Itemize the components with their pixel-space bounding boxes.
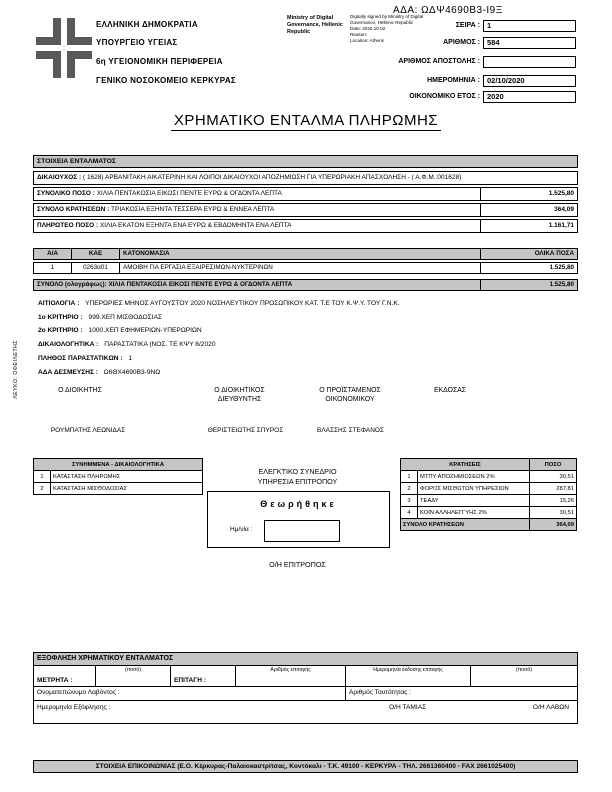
deductions-table [400, 458, 577, 531]
cheque-amount-caption: (ποσό) [516, 667, 532, 673]
field-value-series: 1 [483, 20, 576, 32]
supporting-docs-label: ΔΙΚΑΙΟΛΟΓΗΤΙΚΑ : [38, 341, 99, 348]
deduction-name: ΚΟΙΝ ΑΛΛΗΛΕΓΓΥΗΣ 2% [418, 507, 530, 519]
org-line-hospital: ΓΕΝΙΚΟ ΝΟΣΟΚΟΜΕΙΟ ΚΕΡΚΥΡΑΣ [96, 76, 237, 85]
attachments-header: ΣΥΝΗΜΜΕΝΑ - ΔΙΚΑΙΟΛΟΓΗΤΙΚΑ [34, 459, 203, 471]
kae-table-row [33, 262, 578, 274]
deduction-row [401, 495, 577, 507]
signature-title-line: ΟΙΚΟΝΟΜΙΚΟΥ [325, 396, 375, 404]
field-label-dispatch-number: ΑΡΙΘΜΟΣ ΑΠΟΣΤΟΛΗΣ : [398, 58, 480, 65]
signature-title-commander: Ο ΔΙΟΙΚΗΤΗΣ [58, 387, 102, 394]
field-value-date: 02/10/2020 [483, 75, 576, 87]
criterion2-label: 2ο ΚΡΙΤΗΡΙΟ : [38, 327, 83, 334]
field-value-fiscal-year: 2020 [483, 91, 576, 103]
cheque-number-cell [236, 666, 346, 686]
deductions-total-label: ΣΥΝΟΛΟ ΚΡΑΤΗΣΕΩΝ : [37, 206, 110, 213]
signature-detail-line: Location: Athens [350, 37, 384, 43]
supporting-docs-line [38, 341, 215, 348]
commitment-ada-label: ΑΔΑ ΔΕΣΜΕΥΣΗΣ : [38, 369, 98, 376]
attachment-number: 2 [34, 483, 51, 495]
deduction-row [401, 471, 577, 483]
court-title: ΕΛΕΓΚΤΙΚΟ ΣΥΝΕΔΡΙΟ [258, 467, 337, 476]
deduction-name: ΜΤΠΥ ΑΠΟΖΗΜΙΩΣΕΩΝ 2% [418, 471, 530, 483]
contact-footer: ΣΤΟΙΧΕΙΑ ΕΠΙΚΟΙΝΩΝΙΑΣ (Ε.Ο. Κέρκυρας-Παλαιοκαστρίτσας, Κοντόκαλι - Τ.Κ. 49100 - ΚΕΡΚΥΡΑ - ΤΗΛ. 2661360400 - FAX 2661025400) [33, 760, 578, 773]
court-signer: Ο/Η ΕΠΙΤΡΟΠΟΣ [269, 560, 326, 569]
deduction-amount: 287,81 [530, 483, 577, 495]
docs-count-value: 1 [128, 355, 133, 362]
deduction-number: 1 [401, 471, 418, 483]
beneficiary-label: ΔΙΚΑΙΟΥΧΟΣ : [37, 174, 82, 181]
approved-stamp: Θεωρήθηκε [260, 499, 337, 509]
section-entalma-header: ΣΤΟΙΧΕΙΑ ΕΝΤΑΛΜΑΤΟΣ [33, 155, 578, 168]
cash-cell [34, 666, 96, 686]
signature-name-admin-director: ΘΕΡΙΣΤΕΙΩΤΗΣ ΣΠΥΡΟΣ [207, 427, 284, 434]
field-label-fiscal-year: ΟΙΚΟΝΟΜΙΚΟ ΕΤΟΣ : [409, 93, 480, 100]
deduction-amount: 30,51 [530, 507, 577, 519]
cheque-number-caption: Αριθμός επιταγής [270, 667, 311, 673]
kae-total-amount: 1.525,80 [480, 280, 577, 290]
aitiologia-line [38, 300, 400, 307]
signature-title-issuer: ΕΚΔΟΣΑΣ [433, 387, 467, 394]
cheque-date-cell [346, 666, 471, 686]
org-line-ministry: ΥΠΟΥΡΓΕΙΟ ΥΓΕΙΑΣ [96, 38, 178, 47]
deductions-col-name: ΚΡΑΤΗΣΕΙΣ [401, 459, 530, 471]
deductions-total-value: 364,09 [480, 204, 577, 216]
deduction-name: ΦΟΡΟΣ ΜΙΣΘΩΤΩΝ ΥΠΗΡΕΣΙΩΝ [418, 483, 530, 495]
payable-amount-value: 1.161,71 [480, 220, 577, 232]
kae-col-amount: ΟΛΙΚΑ ΠΟΣΑ [480, 249, 577, 259]
criterion2-value: 1000.ΧΕΠ ΕΦΗΜΕΡΙΩΝ-ΥΠΕΡΩΡΙΩΝ [88, 327, 202, 334]
signature-title-line: ΔΙΕΥΘΥΝΤΗΣ [217, 396, 262, 404]
attachment-number: 1 [34, 471, 51, 483]
criterion1-value: 999.ΧΕΠ ΜΙΣΘΟΔΟΣΙΑΣ [88, 314, 163, 321]
kae-col-name: ΚΑΤΟΝΟΜΑΣΙΑ [123, 250, 170, 257]
digital-signature-authority: Ministry of Digital Governance, Hellenic Republic [287, 15, 343, 35]
settlement-date-label: Ημερομηνία Εξόφλησης : [37, 704, 111, 711]
deductions-total-words: ΤΡΙΑΚΟΣΙΑ ΕΞΗΝΤΑ ΤΕΣΣΕΡΑ ΕΥΡΩ & ΕΝΝΕΑ ΛΕΠΤΑ [111, 206, 275, 213]
deduction-number: 3 [401, 495, 418, 507]
org-line-republic: ΕΛΛΗΝΙΚΗ ΔΗΜΟΚΡΑΤΙΑ [96, 20, 198, 29]
deductions-col-amount: ΠΟΣΟ [530, 459, 577, 471]
kae-row-code: 0263α01 [72, 263, 120, 273]
kae-table-total-row [33, 279, 578, 291]
cash-label: ΜΕΤΡΗΤΑ : [37, 677, 73, 684]
court-date-label: Ημ/νία : [230, 526, 253, 533]
deductions-total-amount: 364,09 [530, 519, 577, 531]
settlement-header: ΕΞΟΦΛΗΣΗ ΧΡΗΜΑΤΙΚΟΥ ΕΝΤΑΛΜΑΤΟΣ [34, 653, 577, 666]
hospital-cross-logo-icon [36, 18, 92, 78]
commitment-ada-line [38, 369, 160, 376]
deduction-number: 2 [401, 483, 418, 495]
docs-count-label: ΠΛΗΘΟΣ ΠΑΡΑΣΤΑΤΙΚΩΝ : [38, 355, 123, 362]
settlement-method-row [34, 666, 577, 687]
signature-detail-line: Date: 2020.10.02 [350, 25, 386, 31]
deduction-name: ΤΕΑΔΥ [418, 495, 530, 507]
signature-title-line: Ο ΠΡΟΪΣΤΑΜΕΝΟΣ [319, 387, 381, 394]
settlement-signatures-row [34, 701, 577, 723]
field-label-number: ΑΡΙΘΜΟΣ : [443, 39, 480, 46]
docs-count-line [38, 355, 132, 362]
payee-id-label: Αριθμός Ταυτότητας : [349, 689, 411, 696]
aitiologia-label: ΑΙΤΙΟΛΟΓΙΑ : [38, 300, 80, 307]
signature-name-finance-head: ΒΛΑΣΣΗΣ ΣΤΕΦΑΝΟΣ [317, 427, 384, 434]
attachment-name: ΚΑΤΑΣΤΑΣΗ ΜΙΣΘΟΔΟΣΙΑΣ [51, 483, 203, 495]
deduction-row [401, 483, 577, 495]
court-approval-box [207, 491, 390, 548]
attachment-row [34, 471, 203, 483]
court-date-field [264, 520, 340, 542]
cheque-date-caption: Ημερομηνία έκδοσης επιταγής [373, 667, 443, 673]
kae-table-header [33, 248, 578, 260]
payee-name-label: Ονοματεπώνυμο Λαβόντος : [34, 687, 346, 700]
kae-row-description: ΑΜΟΙΒΗ ΓΙΑ ΕΡΓΑΣΙΑ ΕΞΑΙΡΕΣΙΜΩΝ-ΝΥΚΤΕΡΙΝΩΝ [123, 264, 273, 271]
beneficiary-text: ( 1628) ΑΡΒΑΝΙΤΑΚΗ ΑΙΚΑΤΕΡΙΝΗ ΚΑΙ ΛΟΙΠΟΙ ΔΙΚΑΙΟΥΧΟΙ ΑΠΟΖΗΜΙΩΣΗ ΓΙΑ ΥΠΕΡΩΡΙΑΚΗ ΑΠΑΣΧΟΛΗΣΗ - ( Α.Φ.Μ.:001628) [82, 174, 462, 181]
signature-name-commander: ΡΟΥΜΠΑΤΗΣ ΛΕΩΝΙΔΑΣ [50, 427, 126, 434]
cheque-label: ΕΠΙΤΑΓΗ : [174, 677, 207, 684]
attachments-table [33, 458, 203, 495]
payable-amount-words: ΧΙΛΙΑ ΕΚΑΤΟΝ ΕΞΗΝΤΑ ΕΝΑ ΕΥΡΩ & ΕΒΔΟΜΗΝΤΑ ΕΝΑ ΛΕΠΤΑ [99, 222, 292, 229]
payee-row [34, 687, 577, 701]
receiver-label: Ο/Η ΛΑΒΩΝ [532, 704, 569, 711]
kae-row-aa: 1 [34, 263, 72, 273]
total-amount-row [33, 187, 578, 201]
court-subtitle: ΥΠΗΡΕΣΙΑ ΕΠΙΤΡΟΠΟΥ [257, 477, 338, 486]
signature-detail-line: Reason: [350, 31, 368, 37]
payable-amount-row [33, 219, 578, 233]
kae-row-amount: 1.525,80 [480, 263, 577, 273]
attachment-name: ΚΑΤΑΣΤΑΣΗ ΠΛΗΡΩΜΗΣ [51, 471, 203, 483]
deduction-amount: 15,26 [530, 495, 577, 507]
cashier-label: Ο/Η ΤΑΜΙΑΣ [389, 704, 427, 711]
attachment-row [34, 483, 203, 495]
settlement-section [33, 652, 578, 724]
cash-amount-cell [96, 666, 171, 686]
signature-title-admin-director [192, 386, 287, 405]
signature-detail-line: Digitally signed by Ministry of Digital Governance, Hellenic Republic [350, 14, 424, 25]
ada-code: ΑΔΑ: ΩΔΨ4690Β3-Ι9Ξ [393, 5, 503, 16]
cheque-amount-cell [471, 666, 577, 686]
beneficiary-row [33, 171, 578, 185]
field-label-series: ΣΕΙΡΑ : [455, 22, 480, 29]
kae-col-kae: ΚΑΕ [72, 249, 120, 259]
total-amount-label: ΣΥΝΟΛΙΚΟ ΠΟΣΟ : [37, 190, 95, 197]
document-title: ΧΡΗΜΑΤΙΚΟ ΕΝΤΑΛΜΑ ΠΛΗΡΩΜΗΣ [0, 112, 612, 129]
cash-amount-caption: (ποσό) [125, 667, 141, 673]
kae-col-aa: Α/Α [34, 249, 72, 259]
field-label-date: ΗΜΕΡΟΜΗΝΙΑ : [427, 77, 480, 84]
org-line-region: 6η ΥΓΕΙΟΝΟΜΙΚΗ ΠΕΡΙΦΕΡΕΙΑ [96, 57, 223, 66]
supporting-docs-value: ΠΑΡΑΣΤΑΤΙΚΑ (ΝΟΣ. ΤΕ ΚΨΥ 8/2020 [104, 341, 216, 348]
kae-total-label: ΣΥΝΟΛΟ (ολογράφως): ΧΙΛΙΑ ΠΕΝΤΑΚΟΣΙΑ ΕΙΚΟΣΙ ΠΕΝΤΕ ΕΥΡΩ & ΟΓΔΟΝΤΑ ΛΕΠΤΑ [37, 281, 293, 288]
cheque-cell [171, 666, 236, 686]
signature-title-finance-head [300, 386, 400, 405]
deductions-total-row [401, 519, 577, 531]
deduction-row [401, 507, 577, 519]
deduction-amount: 30,51 [530, 471, 577, 483]
field-value-dispatch-number [483, 56, 576, 68]
criterion1-label: 1ο ΚΡΙΤΗΡΙΟ : [38, 314, 83, 321]
deduction-number: 4 [401, 507, 418, 519]
copy-type-side-label: ΛΕΥΚΟ: ΟΦΕΙΛΕΤΗΣ [13, 340, 19, 399]
commitment-ada-value: Ω6ΘΧ4690Β3-9ΝΩ [103, 369, 161, 376]
criterion1-line [38, 314, 162, 321]
field-value-number: 584 [483, 37, 576, 49]
criterion2-line [38, 327, 202, 334]
deductions-total-row [33, 203, 578, 217]
deductions-total-label: ΣΥΝΟΛΟ ΚΡΑΤΗΣΕΩΝ [401, 519, 530, 531]
payable-amount-label: ΠΛΗΡΩΤΕΟ ΠΟΣΟ : [37, 222, 99, 229]
total-amount-value: 1.525,80 [480, 188, 577, 200]
total-amount-words: ΧΙΛΙΑ ΠΕΝΤΑΚΟΣΙΑ ΕΙΚΟΣΙ ΠΕΝΤΕ ΕΥΡΩ & ΟΓΔΟΝΤΑ ΛΕΠΤΑ [96, 190, 282, 197]
aitiologia-value: ΥΠΕΡΩΡΙΕΣ ΜΗΝΟΣ ΑΥΓΟΥΣΤΟΥ 2020 ΝΟΣΗΛΕΥΤΙΚΟΥ ΠΡΟΣΩΠΙΚΟΥ ΚΑΤ. Τ.Ε ΤΟΥ Κ.Ψ.Υ. ΤΟΥ Γ.Ν.Κ. [85, 300, 400, 307]
signature-title-line: Ο ΔΙΟΙΚΗΤΙΚΟΣ [214, 387, 265, 394]
